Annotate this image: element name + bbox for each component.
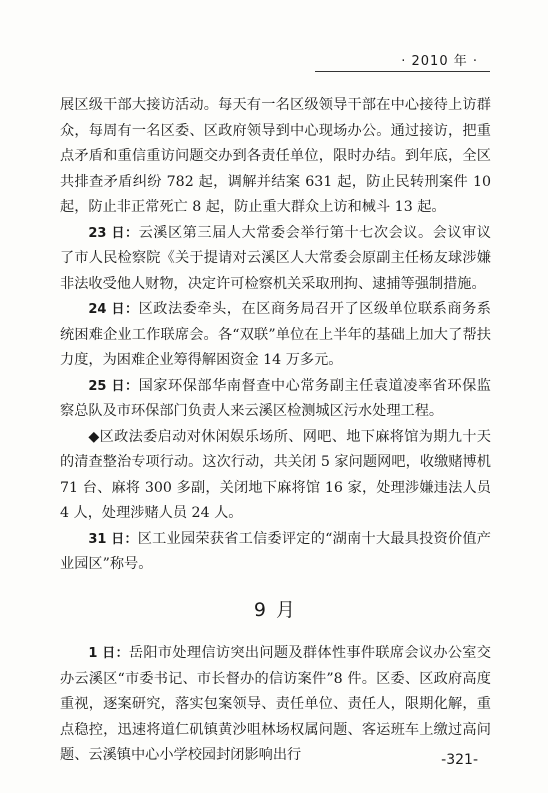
entry-text: 云溪区第三届人大常委会举行第十七次会议。会议审议了市人民检察院《关于提请对云溪区人大常委会原副主任杨友球涉嫌非法收受他人财物，决定许可检察机关采取刑拘、逮捕等强制措施。 — [60, 224, 491, 292]
entry-aug-23 — [60, 221, 491, 298]
entry-text: 国家环保部华南督查中心常务副主任袁道凌率省环保监察总队及市环保部门负责人来云溪区检测城区污水处理工程。 — [60, 377, 491, 419]
month-heading: 9 月 — [253, 598, 298, 621]
entry-day-label: 24 日： — [88, 302, 139, 317]
entry-day-label: 1 日： — [88, 646, 129, 661]
running-header-year: · 2010 年 · — [401, 54, 478, 69]
entry-day-label: 25 日： — [88, 378, 139, 394]
entry-text: 区工业园荣获省工信委评定的“湖南十大最具投资价值产业园区”称号。 — [60, 530, 491, 572]
paragraph-continuation: 展区级干部大接访活动。每天有一名区级领导干部在中心接待上访群众，每周有一名区委、区政府领导到中心现场办公。通过接访，把重点矛盾和重信重访问题交办到各责任单位，限时办结。到年底，全区共排查矛盾纠纷 782 起，调解并结案 631 起，防止民转刑案件 10 起，防止非正常死亡 8 起，防止重大群众上访和械斗 13 起。 — [60, 97, 491, 215]
entry-aug-25-item: ◆区政法委启动对休闲娱乐场所、网吧、地下麻将馆为期九十天的清查整治专项行动。这次行动，共关闭 5 家问题网吧，收缴赌博机 71 台、麻将 300 多副，关闭地下麻将馆 16 家，处理涉嫌违法人员 4 人，处理涉赌人员 24 人。 — [60, 428, 491, 521]
header-rule — [315, 71, 490, 72]
page-number: -321- — [441, 752, 478, 768]
entry-aug-24 — [60, 297, 491, 374]
entry-day-label: 23 日： — [88, 225, 139, 241]
entry-sep-1 — [60, 641, 491, 769]
page-body — [60, 93, 491, 769]
entry-text: 区政法委牵头，在区商务局召开了区级单位联系商务系统困难企业工作联席会。各“双联”单位在上半年的基础上加大了帮扶力度，为困难企业筹得解困资金 14 万多元。 — [60, 301, 491, 368]
entry-aug-31 — [60, 527, 491, 578]
entry-aug-25 — [60, 374, 491, 425]
entry-day-label: 31 日： — [88, 531, 138, 547]
entry-text: 岳阳市处理信访突出问题及群体性事件联席会议办公室交办云溪区“市委书记、市长督办的信访案件”8 件。区委、区政府高度重视，逐案研究，落实包案领导、责任单位、责任人，限期化解，重点稳控，迅速将道仁矶镇黄沙咀林场权属问题、客运班车上缴过高问题、云溪镇中心小学校园封闭影响出行 — [60, 645, 491, 763]
